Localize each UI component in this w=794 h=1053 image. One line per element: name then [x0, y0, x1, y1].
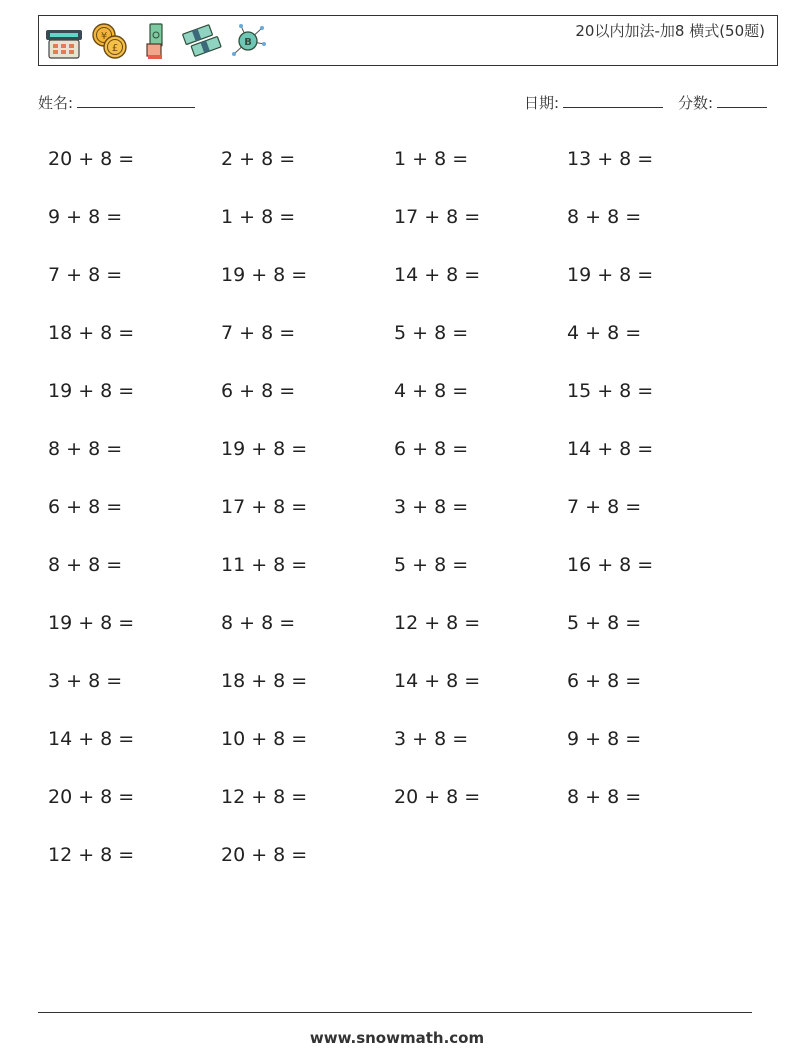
score-label: 分数:	[678, 94, 714, 112]
svg-text:¥: ¥	[100, 31, 108, 42]
problem-item: 4 + 8 =	[394, 380, 469, 402]
problem-item: 6 + 8 =	[394, 438, 469, 460]
problem-item: 12 + 8 =	[394, 612, 481, 634]
problem-item: 14 + 8 =	[567, 438, 654, 460]
worksheet-title: 20以内加法-加8 横式(50题)	[575, 22, 765, 40]
problem-item: 20 + 8 =	[48, 148, 135, 170]
footer-divider	[38, 1012, 752, 1013]
problem-item: 2 + 8 =	[221, 148, 296, 170]
problem-item: 1 + 8 =	[394, 148, 469, 170]
problem-item: 12 + 8 =	[221, 786, 308, 808]
problem-item: 20 + 8 =	[221, 844, 308, 866]
problem-item: 20 + 8 =	[48, 786, 135, 808]
date-label: 日期:	[524, 94, 560, 112]
problem-item: 18 + 8 =	[48, 322, 135, 344]
problem-item: 8 + 8 =	[221, 612, 296, 634]
problem-item: 19 + 8 =	[48, 612, 135, 634]
problem-item: 8 + 8 =	[48, 438, 123, 460]
problem-item: 16 + 8 =	[567, 554, 654, 576]
problem-item: 11 + 8 =	[221, 554, 308, 576]
problem-item: 19 + 8 =	[221, 264, 308, 286]
svg-text:B: B	[244, 37, 252, 48]
problem-item: 5 + 8 =	[394, 322, 469, 344]
problem-item: 8 + 8 =	[567, 206, 642, 228]
problem-item: 17 + 8 =	[394, 206, 481, 228]
problem-item: 19 + 8 =	[48, 380, 135, 402]
problem-item: 14 + 8 =	[394, 264, 481, 286]
problem-item: 6 + 8 =	[567, 670, 642, 692]
problem-item: 4 + 8 =	[567, 322, 642, 344]
problem-item: 8 + 8 =	[567, 786, 642, 808]
problem-item: 14 + 8 =	[48, 728, 135, 750]
problem-item: 7 + 8 =	[221, 322, 296, 344]
problem-item: 6 + 8 =	[221, 380, 296, 402]
problem-item: 8 + 8 =	[48, 554, 123, 576]
problem-item: 3 + 8 =	[394, 496, 469, 518]
problem-item: 1 + 8 =	[221, 206, 296, 228]
problem-item: 10 + 8 =	[221, 728, 308, 750]
problem-item: 9 + 8 =	[48, 206, 123, 228]
footer-url: www.snowmath.com	[309, 1029, 485, 1047]
problem-item: 3 + 8 =	[48, 670, 123, 692]
problem-item: 12 + 8 =	[48, 844, 135, 866]
problem-item: 18 + 8 =	[221, 670, 308, 692]
problem-item: 5 + 8 =	[394, 554, 469, 576]
problem-item: 3 + 8 =	[394, 728, 469, 750]
problem-item: 9 + 8 =	[567, 728, 642, 750]
problem-item: 6 + 8 =	[48, 496, 123, 518]
problem-item: 15 + 8 =	[567, 380, 654, 402]
problem-item: 19 + 8 =	[221, 438, 308, 460]
name-label: 姓名:	[38, 94, 74, 112]
problem-item: 13 + 8 =	[567, 148, 654, 170]
problem-item: 19 + 8 =	[567, 264, 654, 286]
problem-item: 7 + 8 =	[567, 496, 642, 518]
svg-text:£: £	[111, 43, 119, 54]
problem-item: 14 + 8 =	[394, 670, 481, 692]
problem-item: 17 + 8 =	[221, 496, 308, 518]
problem-item: 5 + 8 =	[567, 612, 642, 634]
problem-item: 20 + 8 =	[394, 786, 481, 808]
problem-item: 7 + 8 =	[48, 264, 123, 286]
